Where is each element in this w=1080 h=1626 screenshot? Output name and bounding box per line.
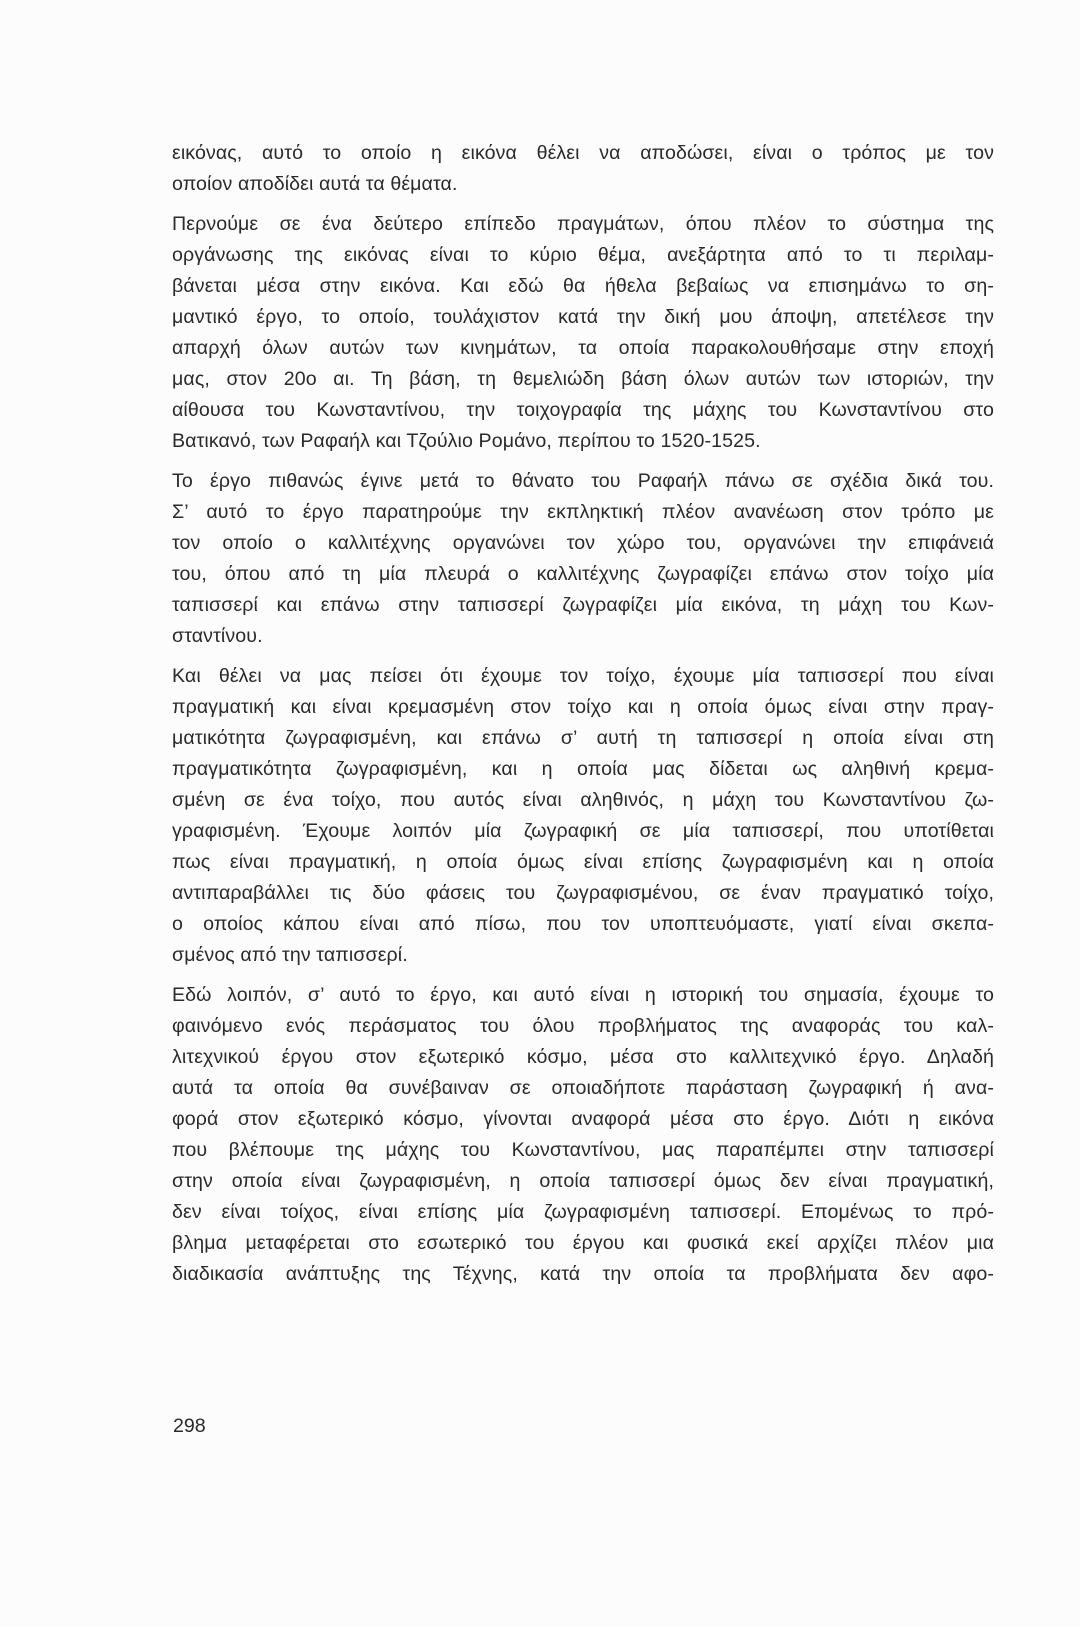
text-line: βλημα μεταφέρεται στο εσωτερικό του έργου και φυσικά εκεί αρχίζει πλέον μια [172, 1232, 994, 1254]
text-line: Και θέλει να μας πείσει ότι έχουμε τον τοίχο, έχουμε μία ταπισσερί που είναι [172, 665, 994, 687]
text-line: πραγματικότητα ζωγραφισμένη, και η οποία μας δίδεται ως αληθινή κρεμα- [172, 758, 994, 780]
text-line: τον οποίο ο καλλιτέχνης οργανώνει τον χώρο του, οργανώνει την επιφάνειά [172, 532, 994, 554]
paragraph-2 [172, 209, 994, 457]
text-line: σμένος από την ταπισσερί. [172, 944, 408, 966]
text-line: ματικότητα ζωγραφισμένη, και επάνω σ’ αυτή τη ταπισσερί η οποία είναι στη [172, 727, 994, 749]
paragraph-4 [172, 661, 994, 971]
text-line: αυτά τα οποία θα συνέβαιναν σε οποιαδήποτε παράσταση ζωγραφική ή ανα- [172, 1077, 994, 1099]
text-line: αντιπαραβάλλει τις δύο φάσεις του ζωγραφισμένου, σε έναν πραγματικό τοίχο, [172, 882, 994, 904]
text-line: πως είναι πραγματική, η οποία όμως είναι επίσης ζωγραφισμένη και η οποία [172, 851, 994, 873]
text-line: αίθουσα του Κωνσταντίνου, την τοιχογραφία της μάχης του Κωνσταντίνου στο [172, 399, 994, 421]
paragraph-3 [172, 466, 994, 652]
text-line: μας, στον 20ο αι. Τη βάση, τη θεμελιώδη βάση όλων αυτών των ιστοριών, την [172, 368, 994, 390]
text-line: μαντικό έργο, το οποίο, τουλάχιστον κατά την δική μου άποψη, απετέλεσε την [172, 306, 994, 328]
body-text [172, 138, 994, 1299]
text-line: ταπισσερί και επάνω στην ταπισσερί ζωγραφίζει μία εικόνα, τη μάχη του Κων- [172, 594, 994, 616]
text-line: λιτεχνικού έργου στον εξωτερικό κόσμο, μέσα στο καλλιτεχνικό έργο. Δηλαδή [172, 1046, 994, 1068]
text-line: που βλέπουμε της μάχης του Κωνσταντίνου, μας παραπέμπει στην ταπισσερί [172, 1139, 994, 1161]
paragraph-1 [172, 138, 994, 200]
text-line: Το έργο πιθανώς έγινε μετά το θάνατο του Ραφαήλ πάνω σε σχέδια δικά του. [172, 470, 994, 492]
text-line: φαινόμενο ενός περάσματος του όλου προβλήματος της αναφοράς του καλ- [172, 1015, 994, 1037]
text-line: του, όπου από τη μία πλευρά ο καλλιτέχνης ζωγραφίζει επάνω στον τοίχο μία [172, 563, 994, 585]
text-line: Σ’ αυτό το έργο παρατηρούμε την εκπληκτική πλέον ανανέωση στον τρόπο με [172, 501, 994, 523]
text-line: πραγματική και είναι κρεμασμένη στον τοίχο και η οποία όμως είναι στην πραγ- [172, 696, 994, 718]
text-line: Βατικανό, των Ραφαήλ και Τζούλιο Ρομάνο, περίπου το 1520-1525. [172, 430, 761, 452]
page-number: 298 [173, 1415, 206, 1437]
text-line: οποίον αποδίδει αυτά τα θέματα. [172, 173, 458, 195]
text-line: βάνεται μέσα στην εικόνα. Και εδώ θα ήθελα βεβαίως να επισημάνω το ση- [172, 275, 994, 297]
text-line: οργάνωσης της εικόνας είναι το κύριο θέμα, ανεξάρτητα από το τι περιλαμ- [172, 244, 994, 266]
text-line: απαρχή όλων αυτών των κινημάτων, τα οποία παρακολουθήσαμε στην εποχή [172, 337, 994, 359]
text-line: δεν είναι τοίχος, είναι επίσης μία ζωγραφισμένη ταπισσερί. Επομένως το πρό- [172, 1201, 994, 1223]
text-line: σταντίνου. [172, 625, 263, 647]
text-line: διαδικασία ανάπτυξης της Τέχνης, κατά την οποία τα προβλήματα δεν αφο- [172, 1263, 994, 1285]
text-line: σμένη σε ένα τοίχο, που αυτός είναι αληθινός, η μάχη του Κωνσταντίνου ζω- [172, 789, 994, 811]
text-line: εικόνας, αυτό το οποίο η εικόνα θέλει να αποδώσει, είναι ο τρόπος με τον [172, 142, 994, 164]
text-line: ο οποίος κάπου είναι από πίσω, που τον υποπτευόμαστε, γιατί είναι σκεπα- [172, 913, 994, 935]
text-line: στην οποία είναι ζωγραφισμένη, η οποία ταπισσερί όμως δεν είναι πραγματική, [172, 1170, 994, 1192]
text-line: Περνούμε σε ένα δεύτερο επίπεδο πραγμάτων, όπου πλέον το σύστημα της [172, 213, 994, 235]
paragraph-5 [172, 980, 994, 1290]
text-line: Εδώ λοιπόν, σ’ αυτό το έργο, και αυτό είναι η ιστορική του σημασία, έχουμε το [172, 984, 994, 1006]
text-line: γραφισμένη. Έχουμε λοιπόν μία ζωγραφική σε μία ταπισσερί, που υποτίθεται [172, 820, 994, 842]
text-line: φορά στον εξωτερικό κόσμο, γίνονται αναφορά μέσα στο έργο. Διότι η εικόνα [172, 1108, 994, 1130]
